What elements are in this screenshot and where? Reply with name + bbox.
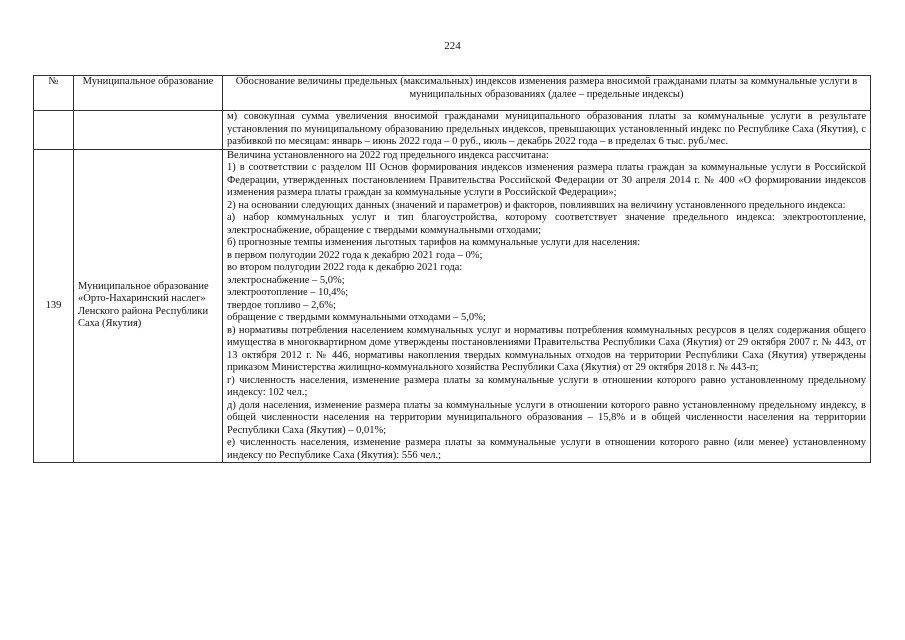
paragraph: твердое топливо – 2,6%; [227, 299, 336, 311]
header-municipality: Муниципальное образование [74, 76, 223, 111]
row-prev-municipality-cell [74, 111, 223, 150]
paragraph: д) доля населения, изменение размера платы за коммунальные услуги в отношении которого равно установленному предельному индексу, в общей численности населения на территории муниципального образования – 15,8% и в общей численности населения на территории Республики Саха (Якутия) – 0,01%; [227, 399, 866, 436]
paragraph: во втором полугодии 2022 года к декабрю 2021 года: [227, 262, 463, 273]
paragraph: 2) на основании следующих данных (значений и параметров) и факторов, повлиявших на величину установленного предельного индекса: [227, 199, 846, 211]
header-number: № [34, 76, 74, 111]
table-row-139 [34, 149, 871, 463]
municipal-index-table [33, 75, 871, 463]
paragraph: а) набор коммунальных услуг и тип благоустройства, которому соответствует значение предельного индекса: электроотопление, электроснабжение, обращение с твердыми коммунальными отходами; [227, 212, 866, 236]
page-number: 224 [444, 40, 461, 52]
paragraph: обращение с твердыми коммунальными отходами – 5,0%; [227, 312, 486, 323]
paragraph: е) численность населения, изменение размера платы за коммунальные услуги в отношении которого равно (или менее) установленному индексу по Республике Саха (Якутия): 556 чел.; [227, 437, 866, 461]
paragraph: электроотопление – 10,4%; [227, 287, 349, 298]
row-prev-text: м) совокупная сумма увеличения вносимой гражданами муниципального образования платы за коммунальные услуги в результате установления по муниципальному образованию предельных индексов, превышающих установленный индекс по Республике Саха (Якутия), с разбивкой по месяцам: январь – июнь 2022 года – 0 руб., июль – декабрь 2022 года – в пределах 6 тыс. руб./мес. [223, 111, 871, 150]
paragraph: Величина установленного на 2022 год предельного индекса рассчитана: [227, 149, 549, 161]
row-139-number: 139 [34, 149, 74, 463]
row-139-municipality: Муниципальное образование «Орто-Нахаринский наслег» Ленского района Республики Саха (Якутия) [74, 149, 223, 463]
table-header-row [34, 76, 871, 111]
row-prev-number-cell [34, 111, 74, 150]
paragraph: в первом полугодии 2022 года к декабрю 2021 года – 0%; [227, 249, 483, 261]
table-row-continued [34, 111, 871, 150]
header-justification: Обоснование величины предельных (максимальных) индексов изменения размера вносимой гражданами платы за коммунальные услуги в муниципальных образованиях (далее – предельные индексы) [223, 76, 871, 111]
row-139-justification [223, 149, 871, 463]
paragraph: 1) в соответствии с разделом III Основ формирования индексов изменения размера платы граждан за коммунальные услуги в Российской Федерации, утвержденных постановлением Правительства Российской Федерации от 30 апреля 2014 г. № 400 «О формировании индексов изменения размера платы граждан за коммунальные услуги в Российской Федерации»; [227, 162, 866, 198]
paragraph: в) нормативы потребления населением коммунальных услуг и нормативы потребления коммунальных ресурсов в целях содержания общего имущества в многоквартирном доме утверждены постановлениями Правительства Республики Саха (Якутия) от 29 октября 2007 г. № 443, от 13 октября 2012 г. № 446, нормативы накопления твердых коммунальных отходов на территории Республики Саха (Якутия) утверждены приказом Министерства жилищно-коммунального хозяйства Республики Саха (Якутия) от 29 октября 2018 г. № 443-п; [227, 324, 866, 373]
paragraph: б) прогнозные темпы изменения льготных тарифов на коммунальные услуги для населения: [227, 237, 641, 248]
paragraph: г) численность населения, изменение размера платы за коммунальные услуги в отношении которого равно установленному предельному индексу: 102 чел.; [227, 374, 866, 398]
paragraph: электроснабжение – 5,0%; [227, 274, 345, 286]
